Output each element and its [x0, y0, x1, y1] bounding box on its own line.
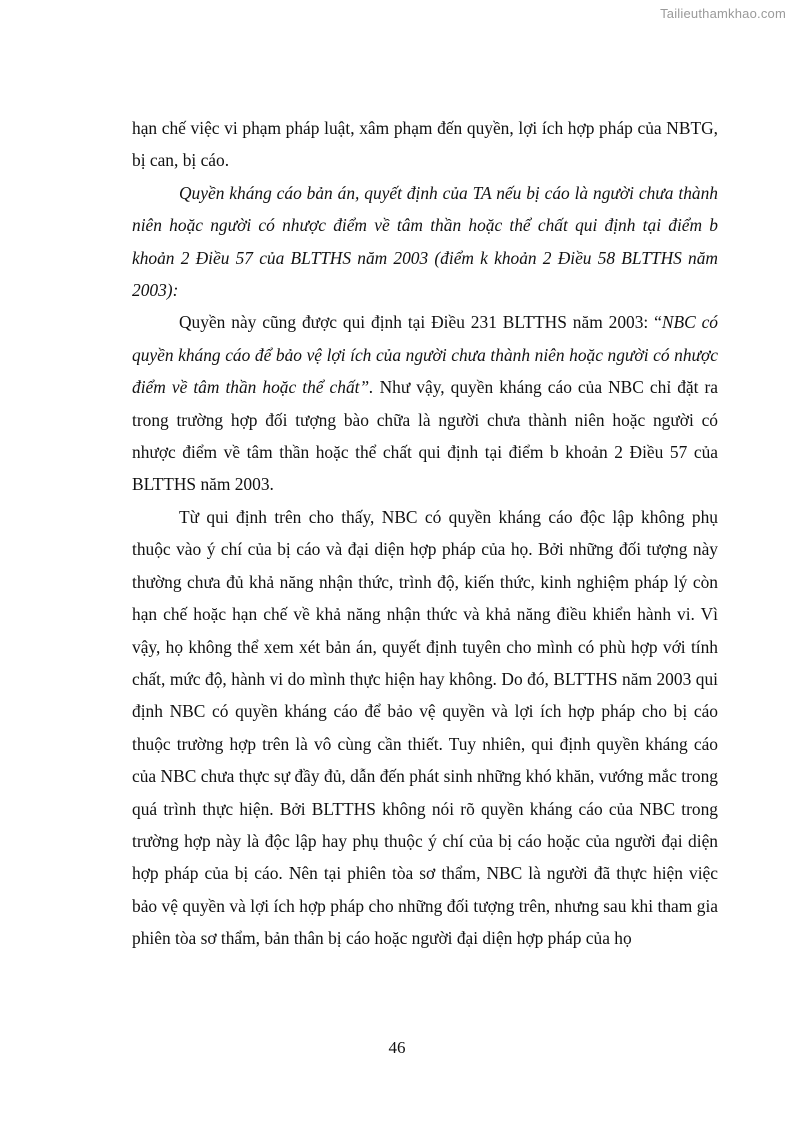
italic-heading-paragraph: Quyền kháng cáo bản án, quyết định của TA nếu bị cáo là người chưa thành niên hoặc người có nhược điểm về tâm thần hoặc thể chất qui định tại điểm b khoản 2 Điều 57 của BLTTHS năm 2003 (điểm k khoản 2 Điều 58 BLTTHS năm 2003):: [132, 182, 718, 301]
quote-tail-text: Như vậy, quyền kháng cáo của NBC chỉ đặt ra trong trường hợp đối tượng bào chữa là người chưa thành niên hoặc người có nhược điểm về tâm thần hoặc thể chất qui định tại điểm b khoản 2 Điều 57 của BLTTHS năm 2003.: [132, 377, 719, 495]
paragraph-quote: [132, 306, 718, 500]
watermark: Tailieuthamkhao.com: [660, 6, 786, 21]
quote-italic-text: NBC có quyền kháng cáo để bảo vệ lợi ích của người chưa thành niên hoặc người có nhược điểm về tâm thần hoặc thể chất”.: [132, 312, 718, 398]
paragraph-analysis: Từ qui định trên cho thấy, NBC có quyền kháng cáo độc lập không phụ thuộc vào ý chí của bị cáo và đại diện hợp pháp của họ. Bởi những đối tượng này thường chưa đủ khả năng nhận thức, trình độ, kiến thức, kinh nghiệm pháp lý còn hạn chế hoặc hạn chế về khả năng nhận thức và khả năng điều khiển hành vi. Vì vậy, họ không thể xem xét bản án, quyết định tuyên cho mình có phù hợp với tính chất, mức độ, hành vi do mình thực hiện hay không. Do đó, BLTTHS năm 2003 qui định NBC có quyền kháng cáo để bảo vệ quyền và lợi ích hợp pháp cho bị cáo thuộc trường hợp trên là vô cùng cần thiết. Tuy nhiên, qui định quyền kháng cáo của NBC chưa thực sự đầy đủ, dẫn đến phát sinh những khó khăn, vướng mắc trong quá trình thực hiện. Bởi BLTTHS không nói rõ quyền kháng cáo của NBC trong trường hợp này là độc lập hay phụ thuộc ý chí của bị cáo hoặc của người đại diện hợp pháp của bị cáo. Nên tại phiên tòa sơ thẩm, NBC là người đã thực hiện việc bảo vệ quyền và lợi ích hợp pháp cho những đối tượng trên, nhưng sau khi tham gia phiên tòa sơ thẩm, bản thân bị cáo hoặc người đại diện hợp pháp của họ: [132, 506, 718, 949]
page-number: 46: [388, 1038, 406, 1057]
page-body: [132, 112, 718, 955]
quote-lead-text: Quyền này cũng được qui định tại Điều 231 BLTTHS năm 2003: “: [179, 312, 662, 333]
paragraph-continuation: hạn chế việc vi phạm pháp luật, xâm phạm đến quyền, lợi ích hợp pháp của NBTG, bị can, bị cáo.: [132, 118, 718, 171]
